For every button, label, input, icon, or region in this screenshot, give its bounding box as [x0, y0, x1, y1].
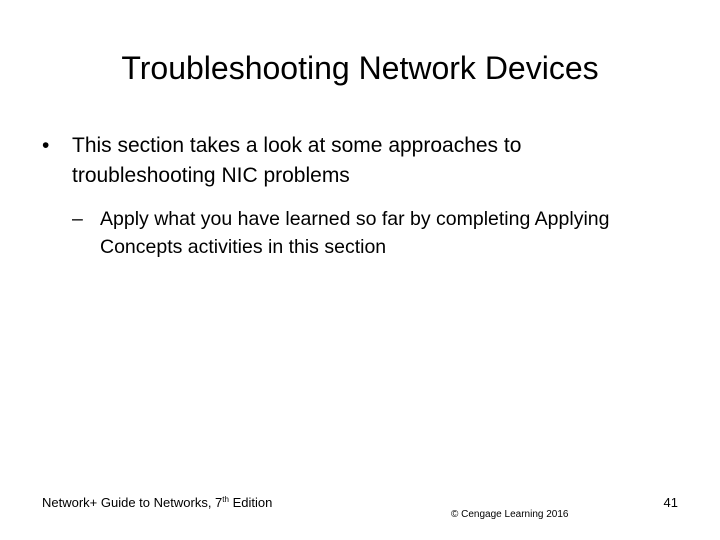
footer-book-title — [42, 494, 272, 512]
slide-body — [42, 131, 662, 261]
bullet-marker: • — [42, 134, 50, 157]
footer-book-title-sup: th — [222, 495, 229, 504]
sub-bullet-text: Apply what you have learned so far by completing Applying Concepts activities in this section — [100, 208, 610, 258]
footer-book-title-suffix: Edition — [228, 495, 273, 510]
footer-book-title-prefix: Network+ Guide to Networks, 7 — [42, 495, 223, 510]
footer-copyright: © Cengage Learning 2016 — [451, 509, 569, 520]
sub-bullet-marker: – — [72, 208, 83, 230]
bullet-item — [42, 131, 662, 191]
sub-bullet-item — [72, 205, 662, 261]
bullet-text: This section takes a look at some approaches to troubleshooting NIC problems — [72, 134, 522, 187]
sub-bullet-list — [72, 205, 662, 261]
slide-title: Troubleshooting Network Devices — [121, 50, 599, 86]
page-number: 41 — [663, 495, 678, 510]
